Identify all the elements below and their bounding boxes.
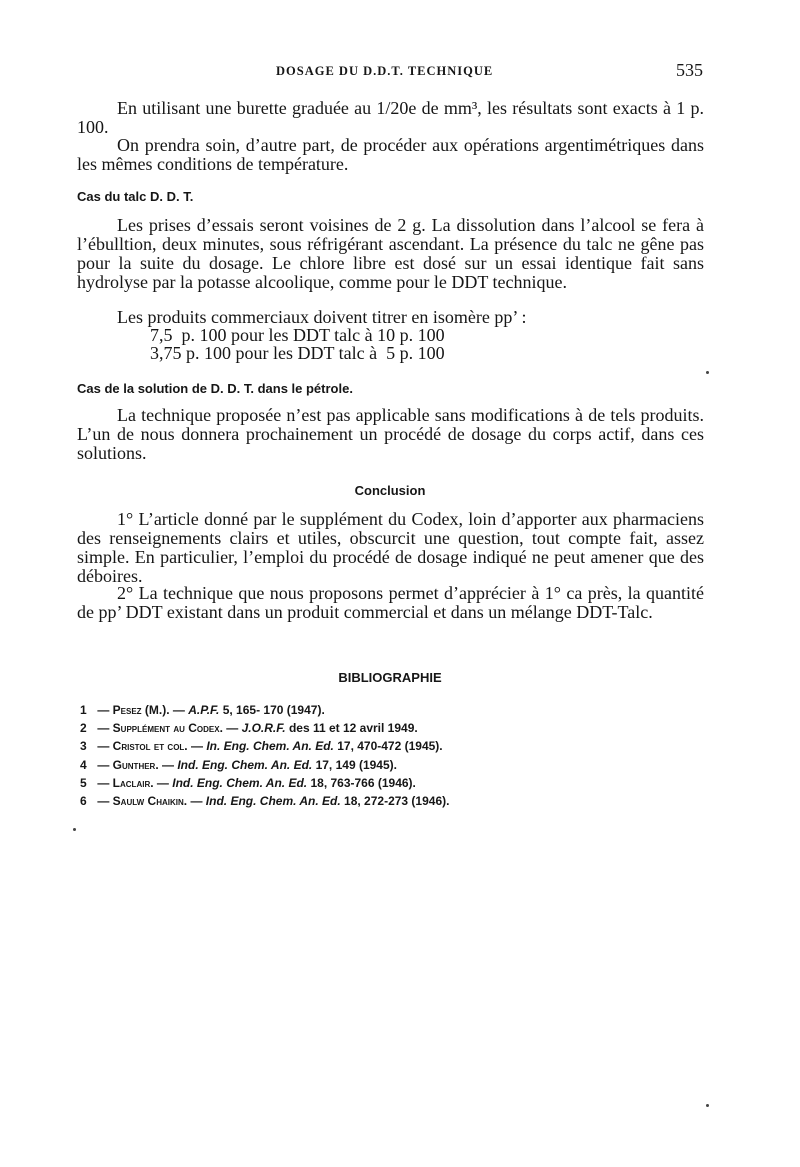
- bibliography-entry: 6 — Saulw Chaikin. — Ind. Eng. Chem. An. Ed. 18, 272-273 (1946).: [80, 792, 700, 810]
- entry-author: Saulw Chaikin.: [112, 794, 188, 809]
- entry-journal: In. Eng. Chem. An. Ed.: [206, 739, 334, 754]
- print-speck: [706, 1104, 709, 1107]
- entry-number: 3: [80, 739, 87, 754]
- entry-reference: 17, 470-472 (1945).: [337, 739, 443, 754]
- entry-number: 5: [80, 775, 87, 790]
- entry-journal: Ind. Eng. Chem. An. Ed.: [205, 794, 341, 809]
- print-speck: [706, 371, 709, 374]
- entry-reference: des 11 et 12 avril 1949.: [288, 721, 418, 736]
- entry-number: 1: [80, 703, 87, 717]
- intro-paragraph-1: [77, 99, 704, 137]
- bibliography-entry: 2 — Supplément au Codex. — J.O.R.F. des 11 et 12 avril 1949.: [80, 719, 700, 737]
- petrole-heading: Cas de la solution de D. D. T. dans le pétrole.: [77, 381, 353, 396]
- entry-journal: Ind. Eng. Chem. An. Ed.: [172, 775, 308, 790]
- talc-percentage-line-1: 7,5 p. 100 pour les DDT talc à 10 p. 100: [150, 325, 445, 345]
- talc-paragraph-2-text: Les produits commerciaux doivent titrer en isomère pp’ :: [117, 307, 527, 327]
- bibliography-heading: BIBLIOGRAPHIE: [338, 670, 442, 685]
- entry-reference: 17, 149 (1945).: [315, 757, 397, 772]
- entry-number: 2: [80, 721, 87, 736]
- entry-author: Cristol et col.: [112, 739, 188, 754]
- bibliography-entry: 4 — Gunther. — Ind. Eng. Chem. An. Ed. 17, 149 (1945).: [80, 756, 700, 774]
- entry-journal: A.P.F.: [188, 703, 220, 717]
- entry-journal: J.O.R.F.: [241, 721, 286, 736]
- talc-paragraph-1-text: Les prises d’essais seront voisines de 2 g. La dissolution dans l’alcool se fera à l’ébulltion, deux minutes, sous réfrigérant ascendant. La présence du talc ne gêne pas pour la suite du dosage. Le chlore libre est dosé sur un essai identique fait sans hydrolyse par la potasse alcoolique, comme pour le DDT technique.: [77, 215, 704, 292]
- entry-reference: 5, 165- 170 (1947).: [222, 703, 325, 717]
- conclusion-heading: Conclusion: [354, 483, 426, 498]
- entry-number: 6: [80, 794, 87, 809]
- bibliography-entry: 1 — Pesez (M.). — A.P.F. 5, 165- 170 (1947).: [80, 701, 700, 719]
- intro-paragraph-1-text: En utilisant une burette graduée au 1/20e de mm³, les résultats sont exacts à 1 p. 100.: [77, 98, 704, 137]
- conclusion-paragraph-2: [77, 584, 704, 622]
- running-title: DOSAGE DU D.D.T. TECHNIQUE: [276, 64, 494, 78]
- page-number: 535: [676, 60, 703, 80]
- entry-author: Gunther.: [112, 757, 159, 772]
- intro-paragraph-2: [77, 136, 704, 174]
- bibliography-entry: 5 — Laclair. — Ind. Eng. Chem. An. Ed. 18, 763-766 (1946).: [80, 774, 700, 792]
- entry-author: Pesez (M.).: [112, 703, 170, 717]
- intro-paragraph-2-text: On prendra soin, d’autre part, de procéder aux opérations argentimétriques dans les mêmes conditions de température.: [77, 135, 704, 174]
- conclusion-paragraph-1: [77, 510, 704, 586]
- entry-author: Supplément au Codex.: [112, 721, 223, 736]
- conclusion-paragraph-2-text: 2° La technique que nous proposons permet d’apprécier à 1° ca près, la quantité de pp’ DDT existant dans un produit commercial et dans un mélange DDT-Talc.: [77, 583, 704, 622]
- entry-journal: Ind. Eng. Chem. An. Ed.: [177, 757, 313, 772]
- talc-percentage-line-2: 3,75 p. 100 pour les DDT talc à 5 p. 100: [150, 343, 445, 363]
- entry-number: 4: [80, 757, 87, 772]
- entry-reference: 18, 272-273 (1946).: [344, 794, 450, 809]
- petrole-paragraph-1-text: La technique proposée n’est pas applicable sans modifications à de tels produits. L’un de nous donnera prochainement un procédé de dosage du corps actif, dans ces solutions.: [77, 405, 704, 463]
- print-speck: [73, 828, 76, 831]
- talc-heading: Cas du talc D. D. T.: [77, 189, 194, 204]
- talc-paragraph-1: [77, 216, 704, 292]
- petrole-paragraph-1: [77, 406, 704, 463]
- conclusion-paragraph-1-text: 1° L’article donné par le supplément du Codex, loin d’apporter aux pharmaciens des renseignements clairs et utiles, obscurcit une question, tout compte fait, assez simple. En particulier, l’emploi du procédé de dosage indiqué ne peut amener que des déboires.: [77, 509, 704, 586]
- entry-author: Laclair.: [112, 775, 154, 790]
- bibliography-entry: 3 — Cristol et col. — In. Eng. Chem. An. Ed. 17, 470-472 (1945).: [80, 737, 700, 755]
- entry-reference: 18, 763-766 (1946).: [310, 775, 416, 790]
- bibliography-list: [80, 701, 700, 810]
